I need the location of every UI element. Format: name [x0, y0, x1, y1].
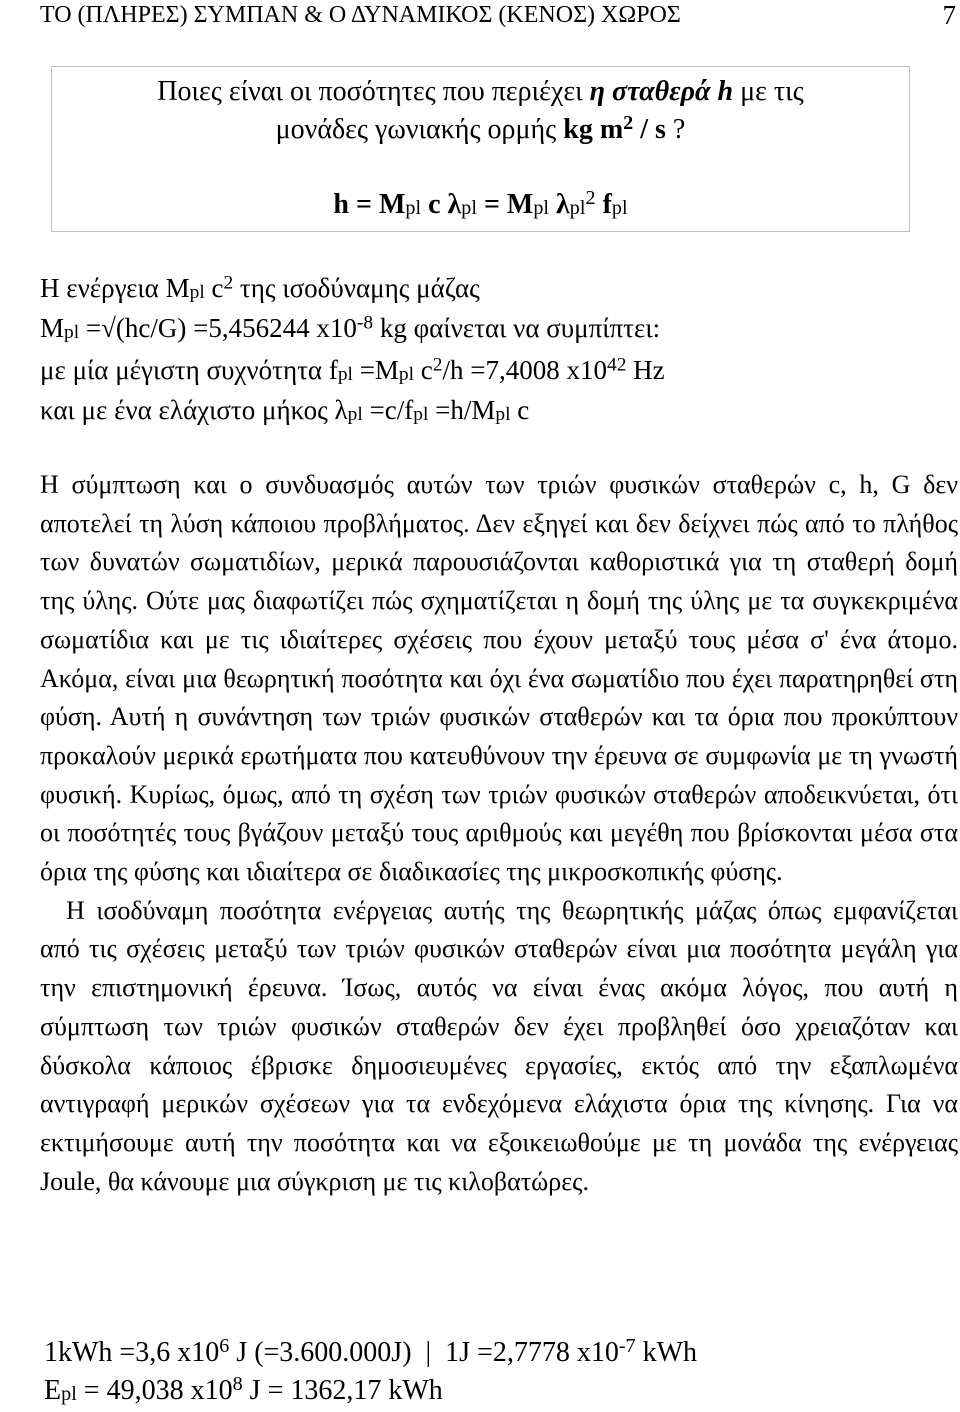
question-line-2: μονάδες γωνιακής ορμής kg $m^2$ / s ? — [275, 111, 686, 145]
body-text — [40, 466, 958, 1201]
paragraph-2: Η ισοδύναμη ποσότητα ενέργειας αυτής της θεωρητικής μάζας όπως εμφανίζεται από τις σχέσεις μεταξύ των τριών φυσικών σταθερών είναι μια ποσότητα μεγάλη για την επιστημονική έρευνα. Ίσως, αυτός να είναι ένας ακόμα λόγος, που αυτή η σύμπτωση των τριών φυσικών σταθερών δεν έχει προβληθεί όσο χρειαζόταν και δύσκολα κάποιος έβρισκε δημοσιευμένες εργασίες, εκτός από την εξαπλωμένα αντιγραφή μερικών σχέσεων για τα ενδεχόμενα ελάχιστα όρια της κίνησης. Για να εκτιμήσουμε αυτή την ποσότητα και να εξοικειωθούμε με τη μονάδα της ενέργειας Joule, θα κάνουμε μια σύγκριση με τις κιλοβατώρες. — [40, 895, 958, 1196]
conversion-kwh-joule: 1kWh =3,6 $x10^6$ J (=3.600.000J) | 1J =2,7778 $x10^{-7}$ kWh — [44, 1334, 698, 1368]
definition-frequency: με μία μέγιστη συχνότητα $f_{pl} =M_{pl}$ $c^2/h =7,4008$ $x10^{42}$ Hz — [40, 354, 665, 385]
question-line-1: Ποιες είναι οι ποσότητες που περιέχει η σταθερά h με τις — [157, 76, 804, 107]
definition-length: και με ένα ελάχιστο μήκος $\lambda_{pl} =c/f_{pl} =h/M_{pl}$ c — [40, 395, 530, 425]
planck-definitions — [40, 268, 665, 430]
constant-h-emphasis: η σταθερά h — [589, 76, 734, 107]
energy-conversions — [44, 1334, 697, 1410]
paragraph-1: Η σύμπτωση και ο συνδυασμός αυτών των τριών φυσικών σταθερών c, h, G δεν αποτελεί τη λύση κάποιου προβλήματος. Δεν εξηγεί και δεν δείχνει πώς από το πλήθος των δυνατών σωματιδίων, μερικά παρουσιάζονται καθοριστικά για τη σταθερή δομή της ύλης. Ούτε μας διαφωτίζει πώς σχηματίζεται η δομή της ύλης με τα συγκεκριμένα σωματίδια και με τις ιδιαίτερες σχέσεις που έχουν μεταξύ τους μέσα σ' ένα άτομο. Ακόμα, είναι μια θεωρητική ποσότητα και όχι ένα σωματίδιο που έχει παρατηρηθεί στη φύση. Αυτή η συνάντηση των τριών φυσικών σταθερών και τα όρια που προκύπτουν προκαλούν μερικά ερωτήματα που κατευθύνουν την έρευνα σε συμφωνία με τη γνωστή φυσική. Κυρίως, όμως, από τη σχέση των τριών φυσικών σταθερών αποδεικνύεται, ότι οι ποσότητές τους βγάζουν μεταξύ τους αριθμούς και μεγέθη που βρίσκονται μέσα στα όρια της φύσης και ιδιαίτερα σε διαδικασίες της μικροσκοπικής φύσης. — [40, 470, 958, 887]
page-header — [40, 0, 960, 34]
page-number: 7 — [942, 0, 956, 30]
running-title: ΤΟ (ΠΛΗΡΕΣ) ΣΥΜΠΑΝ & Ο ΔΥΝΑΜΙΚΟΣ (ΚΕΝΟΣ) ΧΩΡΟΣ — [40, 2, 681, 28]
question-box — [51, 66, 910, 232]
definition-mass: $M_{pl} =√(hc/G) =5,456244$ $x10^{-8}$ kg φαίνεται να συμπίπτει: — [40, 312, 661, 343]
definition-energy: Η ενέργεια $M_{pl}$ $c^2$ της ισοδύναμης μάζας — [40, 272, 480, 303]
question-text — [52, 73, 909, 149]
conversion-planck-energy: $E_{pl} = 49,038$ $x10^8$ J = 1362,17 kWh — [44, 1372, 443, 1406]
planck-formula: $h = M_{pl}$ c $\lambda_{pl} = M_{pl}$ $\lambda_{pl}^2$ $f_{pl}$ — [333, 186, 628, 220]
